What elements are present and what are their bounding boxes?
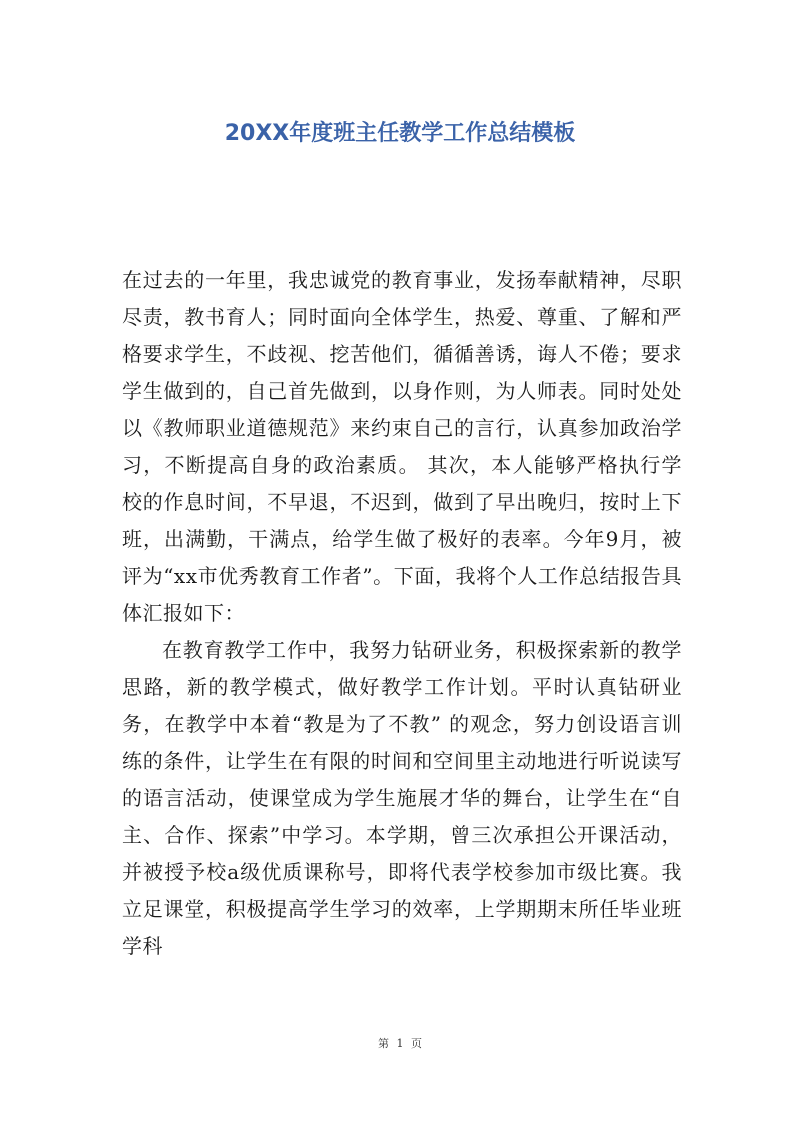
page-number: 1: [396, 1037, 404, 1050]
paragraph-1: 在过去的一年里，我忠诚党的教育事业，发扬奉献精神，尽职尽责，教书育人；同时面向全体学生，热爱、尊重、了解和严格要求学生，不歧视、挖苦他们，循循善诱，诲人不倦；要求学生做到的，自己首先做到，以身作则，为人师表。同时处处以《教师职业道德规范》来约束自己的言行，认真参加政治学习，不断提高自身的政治素质。 其次，本人能够严格执行学校的作息时间，不早退，不迟到，做到了早出晚归，按时上下班，出满勤，干满点，给学生做了极好的表率。今年9月，被评为“xx市优秀教育工作者”。下面，我将个人工作总结报告具体汇报如下：: [122, 268, 682, 625]
footer-suffix: 页: [411, 1037, 422, 1050]
page-footer: [0, 1036, 800, 1052]
footer-prefix: 第: [378, 1037, 389, 1050]
document-body: [122, 262, 682, 965]
document-title: 20XX年度班主任教学工作总结模板: [224, 121, 576, 146]
paragraph-2: 在教育教学工作中，我努力钻研业务，积极探索新的教学思路，新的教学模式，做好教学工作计划。平时认真钻研业务，在教学中本着“教是为了不教” 的观念，努力创设语言训练的条件，让学生在有限的时间和空间里主动地进行听说读写的语言活动，使课堂成为学生施展才华的舞台，让学生在“自主、合作、探索”中学习。本学期，曾三次承担公开课活动，并被授予校a级优质课称号，即将代表学校参加市级比赛。我立足课堂，积极提高学生学习的效率，上学期期末所任毕业班学科: [122, 638, 682, 958]
